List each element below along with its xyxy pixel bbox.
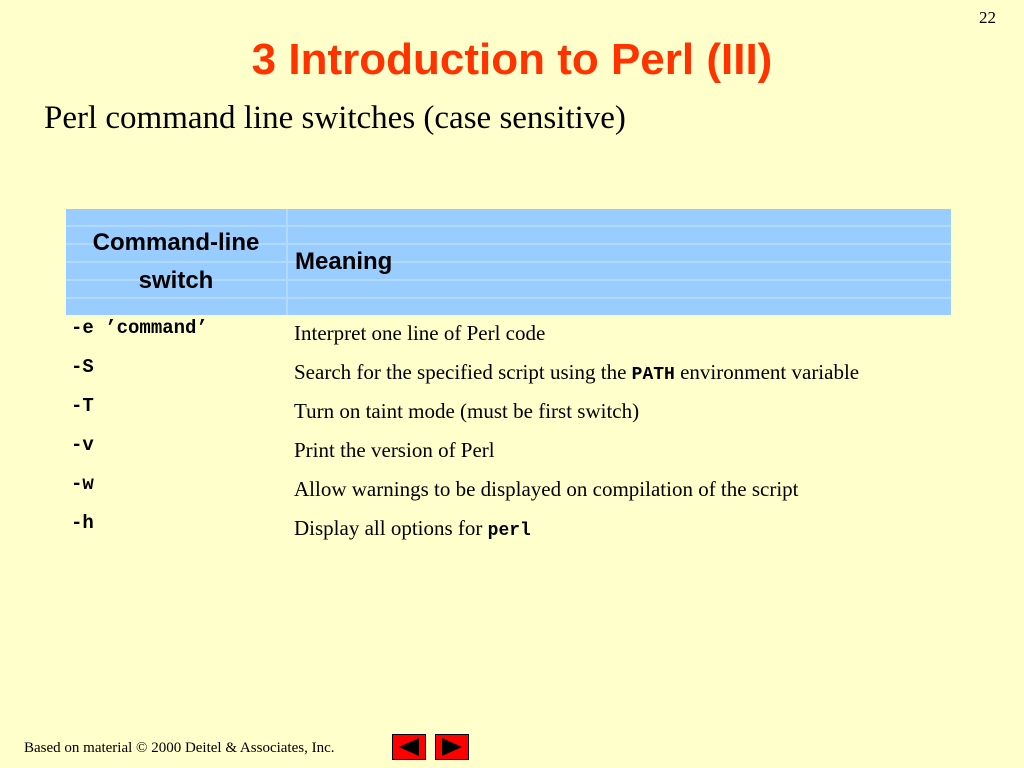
switch-cell: -w: [71, 473, 94, 495]
switch-cell: -e ’command’: [71, 317, 208, 339]
table-row: [66, 354, 951, 393]
column-header-switch: [66, 209, 287, 315]
table-header-row: [66, 209, 951, 315]
previous-slide-button[interactable]: [392, 734, 426, 760]
switch-cell: -T: [71, 395, 94, 417]
meaning-cell: Print the version of Perl: [294, 438, 495, 462]
meaning-cell: Turn on taint mode (must be first switch): [294, 399, 640, 423]
slide-subtitle: Perl command line switches (case sensitive): [44, 100, 626, 136]
meaning-cell: [287, 354, 951, 393]
table-row: [66, 471, 951, 510]
table-row: [66, 315, 951, 354]
footer-copyright: Based on material © 2000 Deitel & Associates, Inc.: [24, 740, 335, 756]
meaning-text: Search for the specified script using the: [294, 360, 632, 384]
column-header-meaning: Meaning: [287, 209, 951, 315]
left-triangle-icon: [393, 735, 425, 759]
table-row: [66, 510, 951, 549]
meaning-code: PATH: [631, 365, 675, 385]
right-triangle-icon: [436, 735, 468, 759]
meaning-cell: Allow warnings to be displayed on compilation of the script: [294, 477, 799, 501]
meaning-text: environment variable: [674, 360, 860, 384]
slide-number: 22: [979, 8, 996, 27]
switch-cell: -v: [71, 434, 94, 456]
meaning-cell: [287, 510, 951, 549]
table-row: [66, 393, 951, 432]
command-switch-table: [66, 209, 951, 549]
meaning-cell: Interpret one line of Perl code: [294, 321, 546, 345]
next-slide-button[interactable]: [435, 734, 469, 760]
meaning-code: perl: [487, 521, 531, 541]
meaning-text: Display all options for: [294, 516, 488, 540]
switch-cell: -h: [71, 512, 94, 534]
column-header-switch-line1: Command-line: [92, 229, 260, 256]
slide-title: 3 Introduction to Perl (III): [251, 35, 773, 84]
switch-cell: -S: [71, 356, 94, 378]
column-header-switch-line2: switch: [138, 267, 214, 294]
table-row: [66, 432, 951, 471]
